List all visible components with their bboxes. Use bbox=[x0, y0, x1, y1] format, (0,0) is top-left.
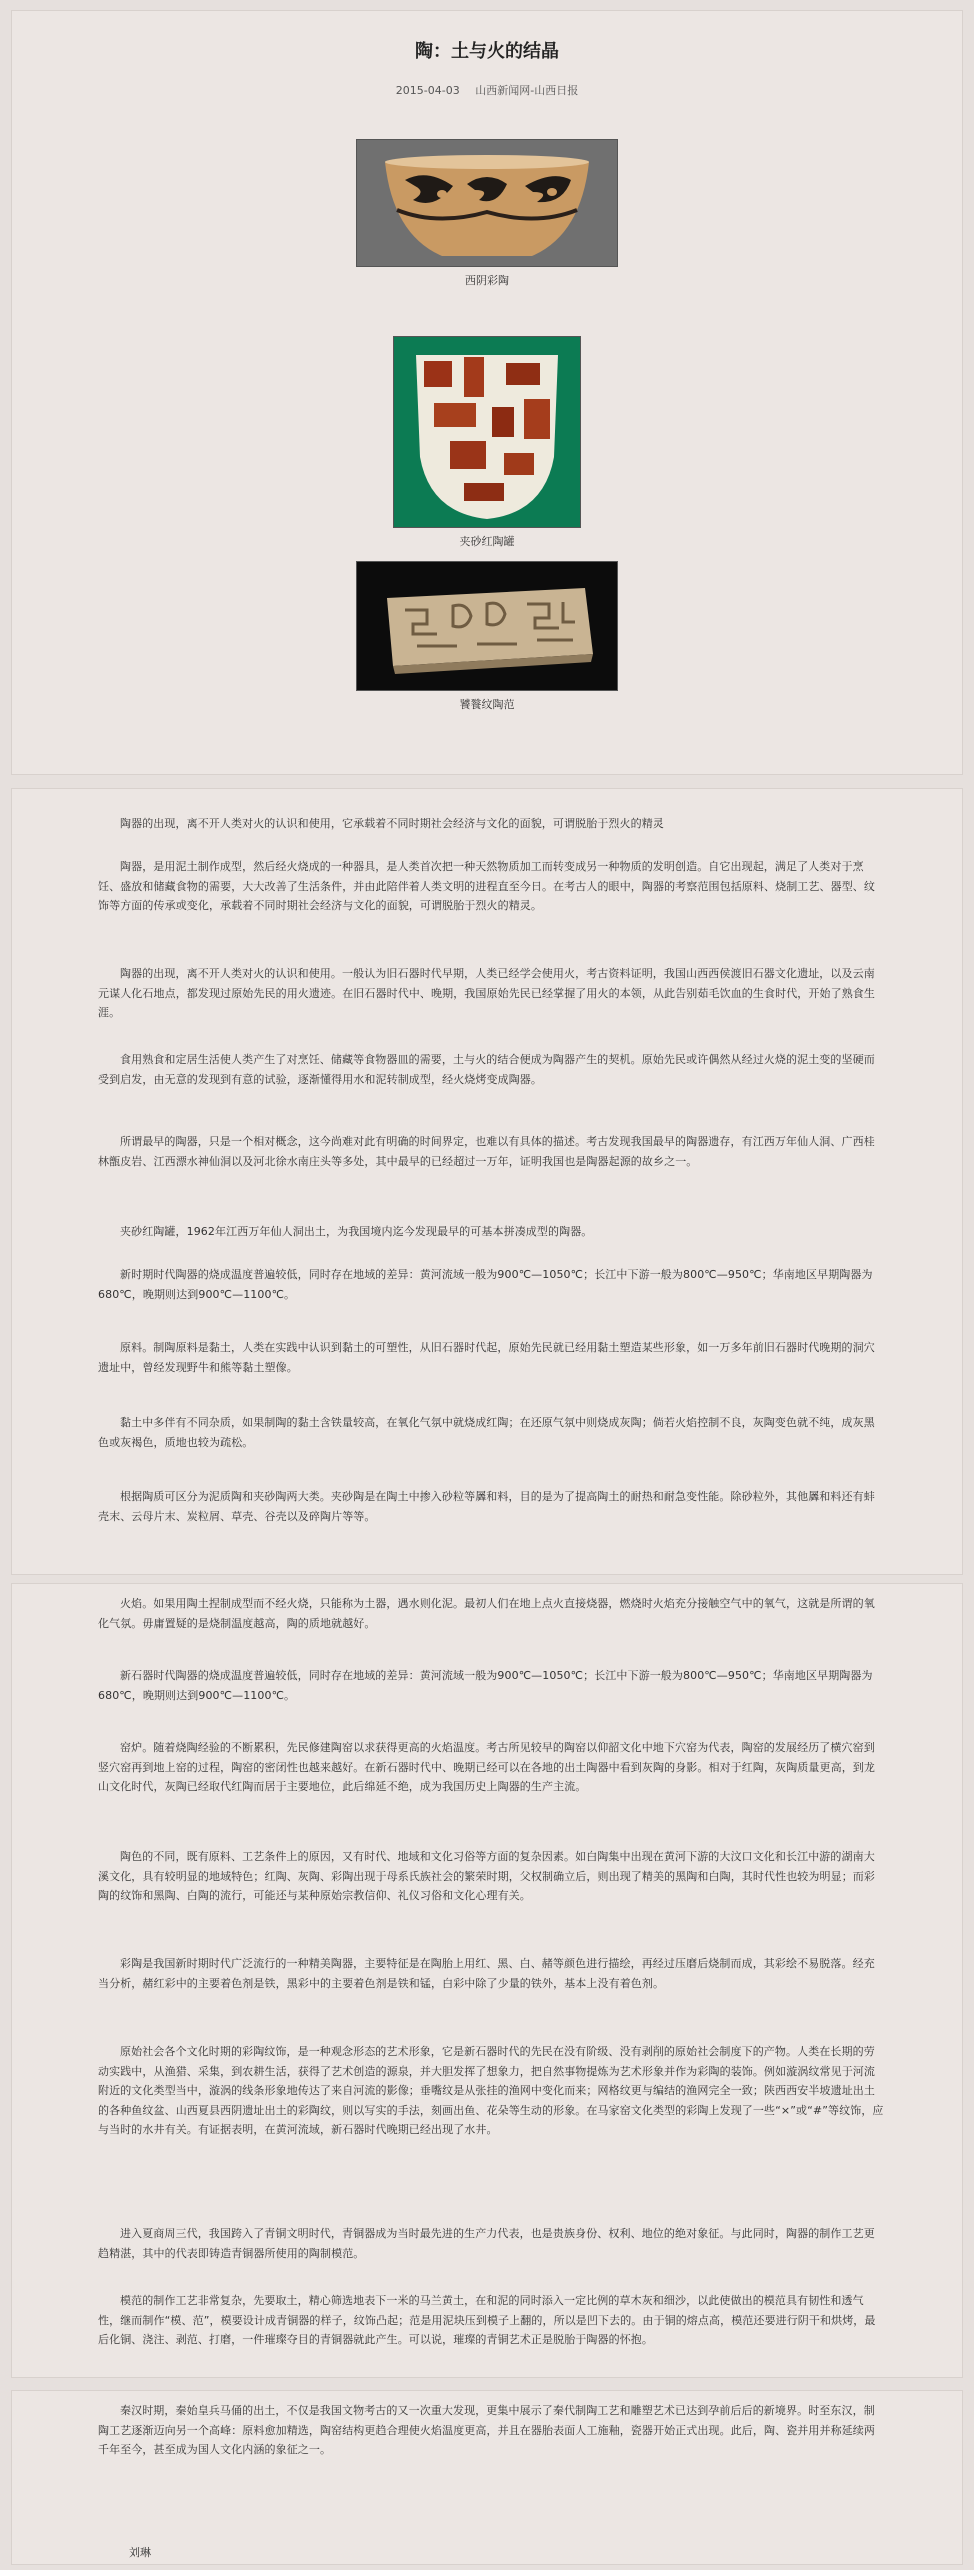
paragraph: 陶器，是用泥土制作成型，然后经火烧成的一种器具，是人类首次把一种天然物质加工而转变成另一种物质的发明创造。自它出现起，满足了人类对于烹饪、盛放和储藏食物的需要，大大改善了生活条件，并由此陪伴着人类文明的进程直至今日。在考古人的眼中，陶器的考察范围包括原料、烧制工艺、器型、纹饰等方面的传承或变化，承载着不同时期社会经济与文化的面貌，可谓脱胎于烈火的精灵。 bbox=[98, 860, 875, 913]
article-date: 2015-04-03 bbox=[395, 84, 460, 97]
paragraph: 陶色的不同，既有原料、工艺条件上的原因，又有时代、地域和文化习俗等方面的复杂因素。如白陶集中出现在黄河下游的大汶口文化和长江中游的湖南大溪文化，具有较明显的地域特色；红陶、灰陶、彩陶出现于母系氏族社会的繁荣时期，父权制确立后，则出现了精美的黑陶和白陶，其时代性也较为明显；而彩陶的纹饰和黑陶、白陶的流行，可能还与某种原始宗教信仰、礼仪习俗和文化心理有关。 bbox=[98, 1850, 875, 1903]
paragraph: 秦汉时期，秦始皇兵马俑的出土，不仅是我国文物考古的又一次重大发现，更集中展示了秦代制陶工艺和雕塑艺术已达到孕前后后的新境界。时至东汉，制陶工艺逐渐迈向另一个高峰：原料愈加精选，陶窑结构更趋合理使火焰温度更高，并且在器胎表面人工施釉，瓷器开始正式出现。此后，陶、瓷并用并称延续两千年至今，甚至成为国人文化内涵的象征之一。 bbox=[98, 2404, 875, 2457]
figure-taotie-mould bbox=[12, 561, 962, 712]
header-panel bbox=[11, 10, 963, 775]
paragraph: 所谓最早的陶器，只是一个相对概念，这今尚难对此有明确的时间界定，也难以有具体的描述。考古发现我国最早的陶器遗存，有江西万年仙人洞、广西桂林甑皮岩、江西漂水神仙洞以及河北徐水南庄头等多处，其中最早的已经超过一万年，证明我国也是陶器起源的故乡之一。 bbox=[98, 1135, 875, 1168]
figure-caption: 西阴彩陶 bbox=[465, 274, 509, 287]
article-meta bbox=[12, 82, 962, 98]
figure-red-jar bbox=[12, 336, 962, 549]
paragraph: 进入夏商周三代，我国跨入了青铜文明时代，青铜器成为当时最先进的生产力代表，也是贵族身份、权利、地位的绝对象征。与此同时，陶器的制作工艺更趋精湛，其中的代表即铸造青铜器所使用的陶制模范。 bbox=[98, 2227, 875, 2260]
paragraph: 夹砂红陶罐，1962年江西万年仙人洞出土，为我国境内迄今发现最早的可基本拼凑成型的陶器。 bbox=[120, 1225, 593, 1238]
article-title: 陶：土与火的结晶 bbox=[415, 41, 559, 62]
painted-pottery-bowl-icon bbox=[356, 139, 618, 267]
paragraph: 原始社会各个文化时期的彩陶纹饰，是一种观念形态的艺术形象，它是新石器时代的先民在没有阶级、没有剥削的原始社会制度下的产物。人类在长期的劳动实践中，从渔猎、采集，到农耕生活，获得了艺术创造的源泉，并大胆发挥了想象力，把自然事物提炼为艺术形象并作为彩陶的装饰。例如漩涡纹常见于河流附近的文化类型当中，漩涡的线条形象地传达了来自河流的影像；垂嘴纹是从张挂的渔网中变化而来；网格纹更与编结的渔网完全一致；陕西西安半坡遗址出土的各种鱼纹盆、山西夏县西阴遗址出土的彩陶纹，则以写实的手法，刻画出鱼、花朵等生动的形象。在马家窑文化类型的彩陶上发现了一些“×”或“#”等纹饰，应与当时的水井有关。有证据表明，在黄河流域，新石器时代晚期已经出现了水井。 bbox=[98, 2045, 884, 2137]
paragraph: 食用熟食和定居生活使人类产生了对烹饪、储藏等食物器皿的需要，土与火的结合便成为陶器产生的契机。原始先民或许偶然从经过火烧的泥土变的坚硬而受到启发，由无意的发现到有意的试验，逐渐懂得用水和泥转制成型，经火烧烤变成陶器。 bbox=[98, 1053, 875, 1086]
content-panel-3 bbox=[11, 2390, 963, 2565]
figure-caption: 夹砂红陶罐 bbox=[459, 535, 515, 548]
paragraph: 窑炉。随着烧陶经验的不断累积，先民修建陶窑以求获得更高的火焰温度。考古所见较早的陶窑以仰韶文化中地下穴窑为代表，陶窑的发展经历了横穴窑到竖穴窑再到地上窑的过程，陶窑的密闭性也越来越好。在新石器时代中、晚期已经可以在各地的出土陶器中看到灰陶的身影。相对于红陶，灰陶质量更高，到龙山文化时代，灰陶已经取代红陶而居于主要地位，此后绵延不绝，成为我国历史上陶器的生产主流。 bbox=[98, 1741, 875, 1794]
article-source: 山西新闻网-山西日报 bbox=[475, 84, 579, 97]
paragraph: 原料。制陶原料是黏土，人类在实践中认识到黏土的可塑性，从旧石器时代起，原始先民就已经用黏土塑造某些形象，如一万多年前旧石器时代晚期的洞穴遗址中，曾经发现野牛和熊等黏土塑像。 bbox=[98, 1341, 875, 1374]
paragraph: 根据陶质可区分为泥质陶和夹砂陶两大类。夹砂陶是在陶土中掺入砂粒等羼和料，目的是为了提高陶土的耐热和耐急变性能。除砂粒外，其他羼和料还有蚌壳末、云母片末、炭粒屑、草壳、谷壳以及碎陶片等等。 bbox=[98, 1490, 875, 1523]
content-panel-1 bbox=[11, 788, 963, 1575]
paragraph: 陶器的出现，离不开人类对火的认识和使用，它承载着不同时期社会经济与文化的面貌，可谓脱胎于烈火的精灵 bbox=[120, 817, 664, 830]
taotie-pattern-mould-icon bbox=[356, 561, 618, 691]
red-sand-pottery-jar-icon bbox=[393, 336, 581, 528]
paragraph: 模范的制作工艺非常复杂，先要取土，精心筛选地表下一米的马兰黄土，在和泥的同时添入一定比例的草木灰和细沙，以此使做出的模范具有韧性和透气性，继而制作“模、范”，模要设计成青铜器的样子，纹饰凸起；范是用泥块压到模子上翻的，所以是凹下去的。由于铜的熔点高，模范还要进行阴干和烘烤，最后化铜、浇注、剥范、打磨，一件璀璨夺目的青铜器就此产生。可以说，璀璨的青铜艺术正是脱胎于陶器的怀抱。 bbox=[98, 2294, 876, 2347]
paragraph: 彩陶是我国新时期时代广泛流行的一种精美陶器，主要特征是在陶胎上用红、黑、白、赭等颜色进行描绘，再经过压磨后烧制而成，其彩绘不易脱落。经充当分析，赭红彩中的主要着色剂是铁，黑彩中的主要着色剂是铁和锰，白彩中除了少量的铁外，基本上没有着色剂。 bbox=[98, 1957, 875, 1990]
content-panel-2 bbox=[11, 1583, 963, 2378]
figure-caption: 饕餮纹陶范 bbox=[459, 698, 515, 711]
paragraph: 新石器时代陶器的烧成温度普遍较低，同时存在地域的差异：黄河流域一般为900℃—1050℃；长江中下游一般为800℃—950℃；华南地区早期陶器为680℃，晚期则达到900℃—1100℃。 bbox=[98, 1669, 873, 1702]
paragraph: 黏土中多伴有不同杂质，如果制陶的黏土含铁量较高，在氧化气氛中就烧成红陶；在还原气氛中则烧成灰陶；倘若火焰控制不良，灰陶变色就不纯，成灰黑色或灰褐色，质地也较为疏松。 bbox=[98, 1416, 875, 1449]
author-signature: 刘琳 bbox=[129, 2546, 151, 2559]
paragraph: 火焰。如果用陶土捏制成型而不经火烧，只能称为土器，遇水则化泥。最初人们在地上点火直接烧器，燃烧时火焰充分接触空气中的氧气，这就是所谓的氧化气氛。毋庸置疑的是烧制温度越高，陶的质地就越好。 bbox=[98, 1597, 875, 1630]
paragraph: 陶器的出现，离不开人类对火的认识和使用。一般认为旧石器时代早期，人类已经学会使用火，考古资料证明，我国山西西侯渡旧石器文化遗址，以及云南元谋人化石地点，都发现过原始先民的用火遗迹。在旧石器时代中、晚期，我国原始先民已经掌握了用火的本领，从此告别茹毛饮血的生食时代，开始了熟食生涯。 bbox=[98, 967, 875, 1020]
figure-painted-bowl bbox=[12, 139, 962, 288]
paragraph: 新时期时代陶器的烧成温度普遍较低，同时存在地域的差异：黄河流域一般为900℃—1050℃；长江中下游一般为800℃—950℃；华南地区早期陶器为680℃，晚期则达到900℃—1100℃。 bbox=[98, 1268, 873, 1301]
